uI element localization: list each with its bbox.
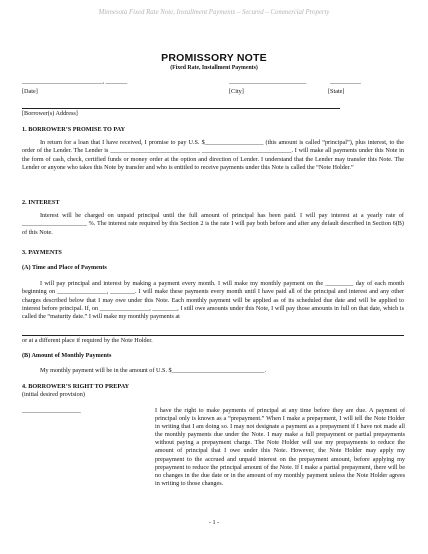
- section1-heading: 1. BORROWER’S PROMISE TO PAY: [22, 126, 126, 133]
- city-label: [City]: [229, 88, 244, 95]
- address-line[interactable]: [22, 108, 340, 109]
- section4-body: I have the right to make payments of principal at any time before they are due. A payment of principal only is known as a “prepayment.” When I make a prepayment, I will tell the Note Holder in writing that I am doing so. I may not designate a payment as a prepayment if I have not made all the monthly payments due under the Note. I may make a full prepayment or partial prepayments without paying a prepayment charge. The Note Holder will use my prepayments to reduce the amount of principal that I owe under this Note. However, the Note Holder may apply my prepayment to the accrued and unpaid interest on the prepayment amount, before applying my prepayment to reduce the principal amount of the Note. If I make a partial prepayment, there will be no changes in the due date or in the amount of my monthly payment unless the Note Holder agrees in writing to those changes.: [155, 407, 405, 487]
- page-number: - 1 -: [208, 519, 220, 526]
- section1-body: In return for a loan that I have received, I promise to pay U.S. $___________________ (this amount is called “principal”), plus interest, to the order of the Lender. The Lender is _____________________________ _____________________________. I will make all payments under this Note in the form of cash, check, certified funds or money order at the option and direction of Lender. I understand that the Lender may transfer this Note. The Lender or anyone who takes this Note by transfer and who is entitled to receive payments under this Note is called the “Note Holder.”: [22, 139, 404, 171]
- section3-heading: 3. PAYMENTS: [22, 249, 62, 256]
- state-label: [State]: [328, 88, 345, 95]
- document-title: PROMISSORY NOTE: [161, 52, 267, 64]
- prepay-initial-blank[interactable]: ___________________: [22, 407, 81, 414]
- section3-sub-b: (B) Amount of Monthly Payments: [22, 352, 112, 359]
- section2-body: Interest will be charged on unpaid principal until the full amount of principal has been paid. I will pay interest at a yearly rate of _____________________ %. The interest rate required by this Section 2 is the rate I will pay both before and after any default described in Section 6(B) of this Note.: [22, 212, 404, 236]
- payment-place-line[interactable]: [22, 335, 404, 336]
- document-header: Minnesota Fixed Rate Note, Installment Payments – Secured – Commercial Property: [98, 9, 330, 16]
- section3-place-text: or at a different place if required by the Note Holder.: [22, 337, 153, 344]
- section4-provision: (initial desired provision): [22, 391, 85, 398]
- city-blank[interactable]: _________________________: [229, 78, 307, 85]
- state-blank[interactable]: __________: [330, 78, 361, 85]
- document-subtitle: (Fixed Rate, Installment Payments): [170, 65, 258, 71]
- section3-body-a: I will pay principal and interest by making a payment every month. I will make my monthly payment on the _________ day of each month beginning on ________________, ________. I will make these payments every month until I have paid all of the principal and interest and any other charges described below that I may owe under this Note. Each monthly payment will be applied as of its scheduled due date and will be applied to interest before principal. If, on ________________, ________, I still owe amounts under this Note, I will pay those amounts in full on that date, which is called the “maturity date.” I will make my monthly payments at: [22, 280, 404, 321]
- date-blank[interactable]: __________________________, _______: [22, 78, 128, 85]
- section4-heading: 4. BORROWER’S RIGHT TO PREPAY: [22, 383, 130, 390]
- section2-heading: 2. INTEREST: [22, 199, 60, 206]
- section3-body-b: My monthly payment will be in the amount of U.S. $______________________________.: [40, 367, 267, 374]
- section3-sub-a: (A) Time and Place of Payments: [22, 264, 107, 271]
- address-label: [Borrower(s) Address]: [22, 110, 78, 117]
- date-label: [Date]: [22, 88, 38, 95]
